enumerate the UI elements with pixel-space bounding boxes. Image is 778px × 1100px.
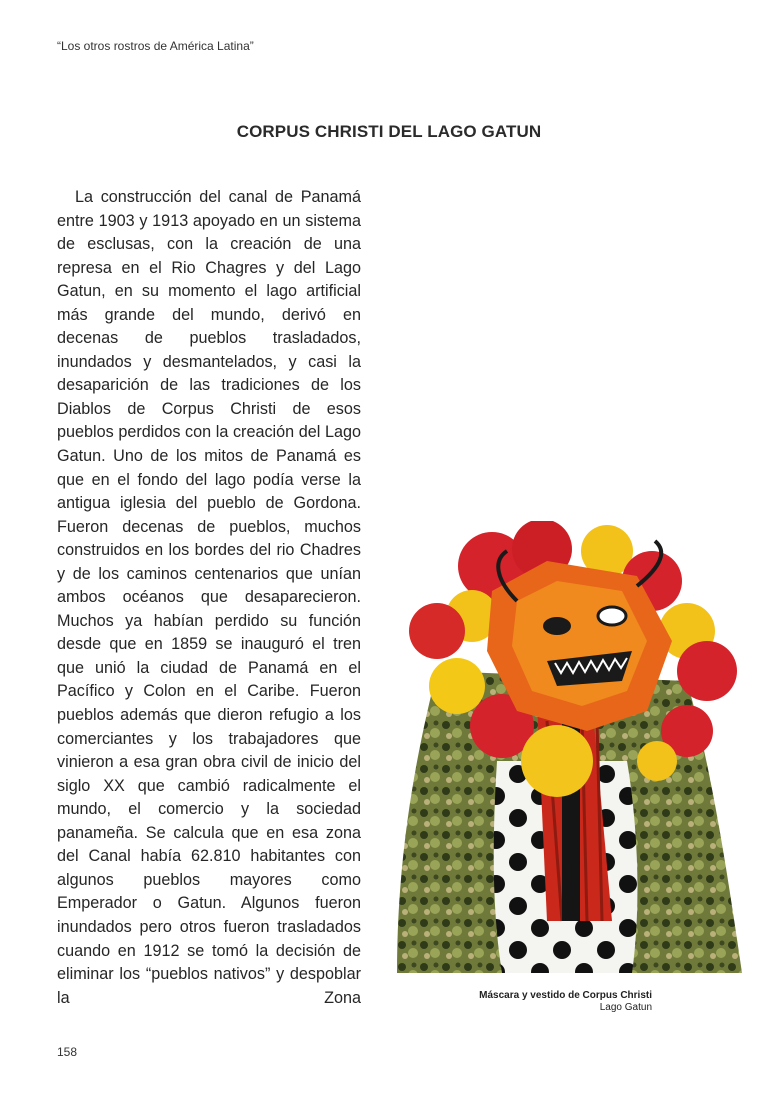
running-header: “Los otros rostros de América Latina” xyxy=(57,39,254,53)
article-body: La construcción del canal de Panamá entre 1903 y 1913 apoyado en un sistema de esclusas, con la creación de una represa en el Rio Chagres y del Lago Gatun, en su momento el lago artificial más grande del mundo, derivó en decenas de pueblos trasladados, inundados y desmantelados, y casi la desaparición de las tradiciones de los Diablos de Corpus Christi de esos pueblos perdidos con la creación del Lago Gatun. Uno de los mitos de Panamá es que en el fondo del lago podía verse la antigua iglesia del pueblo de Gordona. Fueron decenas de pueblos, muchos construidos en los bordes del rio Chadres y de los caminos centenarios que unían ambos océanos que desaparecieron. Muchos ya habían perdido su función desde que en 1859 se inauguró el tren que unió la ciudad de Panamá en el Pacífico y Colon en el Caribe. Fueron pueblos además que dieron refugio a los comerciantes y los trabajadores que vinieron a esa gran obra civil de inicio del siglo XX que cambió radicalmente el mundo, el comercio y la sociedad panameña. Se calcula que en esa zona del Canal había 62.810 habitantes con algunos pueblos mayores como Emperador o Gatun. Algunos fueron inundados pero otros fueron trasladados cuando en 1912 se tomó la decisión de eliminar los “pueblos nativos” y despoblar la Zona xyxy=(57,188,361,1007)
caption-subtitle: Lago Gatun xyxy=(599,1002,652,1013)
page-number: 158 xyxy=(57,1045,78,1059)
figure-caption xyxy=(479,990,652,1014)
mask-photo xyxy=(397,521,742,973)
article-title: CORPUS CHRISTI DEL LAGO GATUN xyxy=(236,122,542,141)
caption-title: Máscara y vestido de Corpus Christi xyxy=(479,990,652,1001)
